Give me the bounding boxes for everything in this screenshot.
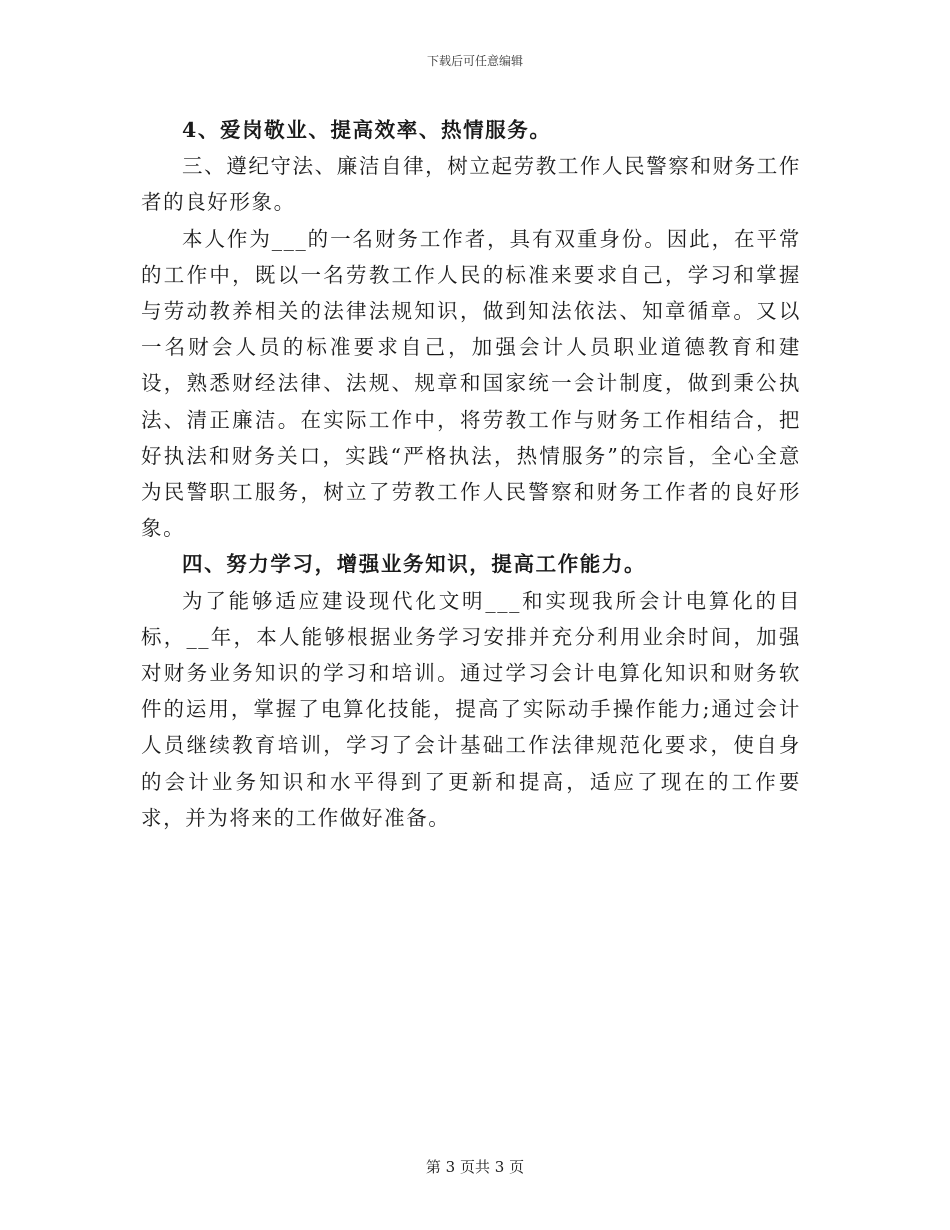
section-heading: 四、努力学习，增强业务知识，提高工作能力。 — [182, 552, 647, 577]
paragraph: 本人作为___的一名财务工作者，具有双重身份。因此，在平常的工作中，既以一名劳教工作人民的标准来要求自己，学习和掌握与劳动教养相关的法律法规知识，做到知法依法、知章循章。又以一名财会人员的标准要求自己，加强会计人员职业道德教育和建设，熟悉财经法律、法规、规章和国家统一会计制度，做到秉公执法、清正廉洁。在实际工作中，将劳教工作与财务工作相结合，把好执法和财务关口，实践“严格执法，热情服务”的宗旨，全心全意为民警职工服务，树立了劳教工作人民警察和财务工作者的良好形象。 — [141, 226, 801, 541]
paragraph: 三、遵纪守法、廉洁自律，树立起劳教工作人民警察和财务工作者的良好形象。 — [141, 154, 801, 215]
section-heading: 4、爱岗敬业、提高效率、热情服务。 — [182, 118, 552, 142]
paragraph: 为了能够适应建设现代化文明___和实现我所会计电算化的目标，__年，本人能够根据业务学习安排并充分利用业余时间，加强对财务业务知识的学习和培训。通过学习会计电算化知识和财务软件的运用，掌握了电算化技能，提高了实际动手操作能力;通过会计人员继续教育培训，学习了会计基础工作法律规范化要求，使自身的会计业务知识和水平得到了更新和提高，适应了现在的工作要求，并为将来的工作做好准备。 — [141, 588, 801, 830]
page-header: 下载后可任意编辑 — [426, 54, 523, 68]
document-body — [141, 112, 801, 836]
page-footer: 第 3 页共 3 页 — [425, 1158, 525, 1176]
